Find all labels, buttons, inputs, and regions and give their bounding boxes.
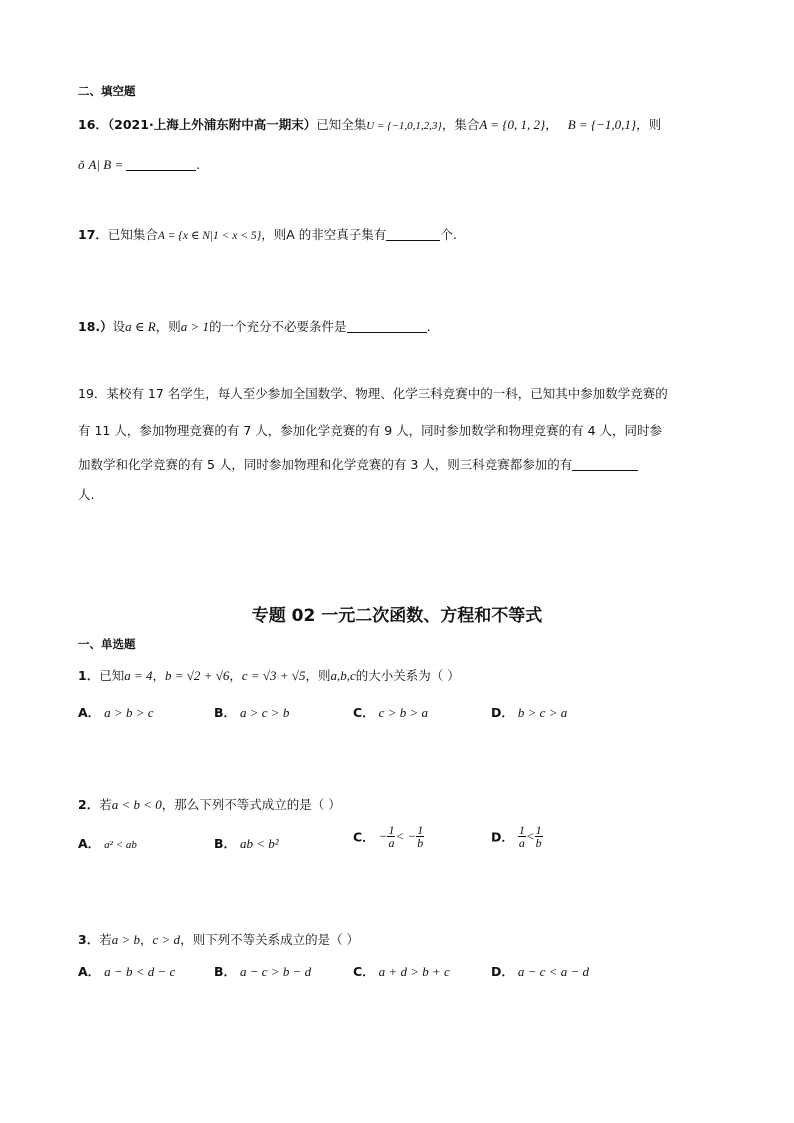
math-expr: A| B =	[88, 157, 124, 172]
q3-option-a[interactable]	[78, 962, 175, 980]
q2-option-a[interactable]	[78, 834, 137, 852]
question-text: ，	[152, 668, 166, 683]
question-text: ，	[545, 117, 558, 132]
math-expr: c = √3 + √5	[241, 668, 306, 683]
q1-option-d[interactable]	[491, 703, 567, 721]
section-heading-fill: 二、填空题	[78, 84, 136, 98]
question-text: 个.	[440, 227, 457, 242]
option-label: A．	[78, 836, 101, 851]
question-number: 17．	[78, 227, 108, 242]
math-expr: ǒ	[78, 157, 85, 172]
numerator: 1	[417, 823, 424, 837]
question-text: 的一个充分不必要条件是	[209, 319, 347, 334]
question-text: ，则	[305, 668, 331, 683]
question-number: 2．	[78, 797, 100, 812]
question-text: ，则A 的非空真子集有	[261, 227, 387, 242]
fraction	[416, 824, 424, 849]
question-text: 若	[99, 932, 112, 947]
question-19-line1: 19．某校有 17 名学生，每人至少参加全国数学、物理、化学三科竞赛中的一科，已知其中参加数学竞赛的	[78, 386, 668, 401]
option-text: a² < ab	[104, 839, 137, 851]
question-text: 的大小关系为（ ）	[355, 668, 460, 683]
numerator: 1	[388, 823, 395, 837]
option-label: D．	[491, 829, 514, 845]
math-expr: B = {−1,0,1}	[567, 117, 637, 132]
question-text: ，	[229, 668, 242, 683]
option-label: C．	[353, 829, 375, 845]
option-text: a − c > b − d	[240, 964, 312, 979]
option-label: A．	[78, 705, 101, 720]
question-text: .	[196, 157, 201, 172]
option-label: B．	[214, 705, 237, 720]
question-19-line2: 有 11 人，参加物理竞赛的有 7 人，参加化学竞赛的有 9 人，同时参加数学和物理竞赛的有 4 人，同时参	[78, 423, 663, 438]
numerator: 1	[535, 823, 542, 837]
question-17	[78, 225, 457, 243]
question-number: 16．	[78, 117, 108, 132]
math-op: < −	[395, 828, 417, 844]
question-text: 已知	[99, 668, 125, 683]
question-text: .	[426, 319, 431, 334]
question-1	[78, 666, 460, 684]
option-label: D．	[491, 964, 514, 979]
math-expr: a = 4	[124, 668, 153, 683]
math-expr: c > d	[152, 932, 181, 947]
question-19-line4: 人.	[78, 487, 95, 502]
option-label: B．	[214, 836, 237, 851]
math-expr: A = {x ∈ N|1 < x < 5}	[157, 230, 262, 242]
numerator: 1	[518, 823, 525, 837]
q1-option-b[interactable]	[214, 703, 289, 721]
option-label: D．	[491, 705, 514, 720]
question-number: 3．	[78, 932, 100, 947]
fraction	[535, 824, 543, 849]
option-label: B．	[214, 964, 237, 979]
question-source: （2021·上海上外浦东附中高一期末）	[107, 117, 317, 132]
math-expr: a > 1	[180, 319, 210, 334]
option-label: C．	[353, 705, 375, 720]
q3-option-c[interactable]	[353, 962, 450, 980]
q1-option-a[interactable]	[78, 703, 154, 721]
answer-blank[interactable]	[386, 227, 440, 241]
math-op: −	[378, 828, 388, 844]
question-text: ，那么下列不等式成立的是（ ）	[161, 797, 341, 812]
denominator: b	[417, 836, 424, 850]
fraction	[518, 824, 526, 849]
math-expr: b = √2 + √6	[165, 668, 230, 683]
option-text: a > b > c	[104, 705, 154, 720]
question-text: ，则	[155, 319, 181, 334]
topic-title: 专题 02 一元二次函数、方程和不等式	[251, 606, 543, 626]
question-text: 设	[112, 319, 126, 334]
option-label: A．	[78, 964, 101, 979]
denominator: b	[535, 836, 542, 850]
question-18	[78, 317, 431, 335]
option-text: c > b > a	[378, 705, 428, 720]
question-text: ，	[140, 932, 153, 947]
question-text: ，则	[636, 117, 662, 132]
question-19-line3	[78, 455, 638, 473]
option-text: a + d > b + c	[378, 964, 450, 979]
question-text: ，则下列不等关系成立的是（ ）	[180, 932, 360, 947]
question-number: 18.）	[78, 319, 113, 334]
denominator: a	[518, 836, 525, 850]
question-16-line2	[78, 157, 200, 173]
option-text: a − c < a − d	[517, 964, 589, 979]
q2-option-c[interactable]	[353, 824, 424, 849]
question-number: 1．	[78, 668, 100, 683]
denominator: a	[388, 836, 395, 850]
question-text: 已知集合	[107, 227, 158, 242]
q1-option-c[interactable]	[353, 703, 428, 721]
q3-option-d[interactable]	[491, 962, 589, 980]
math-expr: a ∈ R	[125, 319, 156, 334]
q2-option-b[interactable]	[214, 834, 279, 852]
option-label: C．	[353, 964, 375, 979]
question-text: 若	[99, 797, 112, 812]
option-text: b > c > a	[517, 705, 568, 720]
answer-blank[interactable]	[572, 457, 638, 471]
math-expr: A = {0, 1, 2}	[479, 117, 546, 132]
question-3	[78, 930, 359, 948]
q2-option-d[interactable]	[491, 824, 543, 849]
math-op: <	[525, 828, 535, 844]
option-text: a − b < d − c	[104, 964, 176, 979]
question-16	[78, 115, 661, 133]
question-text: 已知全集	[316, 117, 367, 132]
question-text: ，集合	[441, 117, 480, 132]
option-text: a > c > b	[240, 705, 290, 720]
math-expr: U = {−1,0,1,2,3}	[366, 120, 442, 132]
math-expr: a > b	[111, 932, 140, 947]
math-expr: a,b,c	[330, 668, 356, 683]
question-2	[78, 795, 341, 813]
answer-blank[interactable]	[347, 319, 427, 333]
math-expr: a < b < 0	[111, 797, 162, 812]
option-text: ab < b²	[240, 836, 279, 851]
section-heading-single: 一、单选题	[78, 637, 136, 651]
answer-blank[interactable]	[126, 157, 196, 171]
question-text: 加数学和化学竞赛的有 5 人，同时参加物理和化学竞赛的有 3 人，则三科竞赛都参加的有	[78, 457, 573, 472]
q3-option-b[interactable]	[214, 962, 311, 980]
